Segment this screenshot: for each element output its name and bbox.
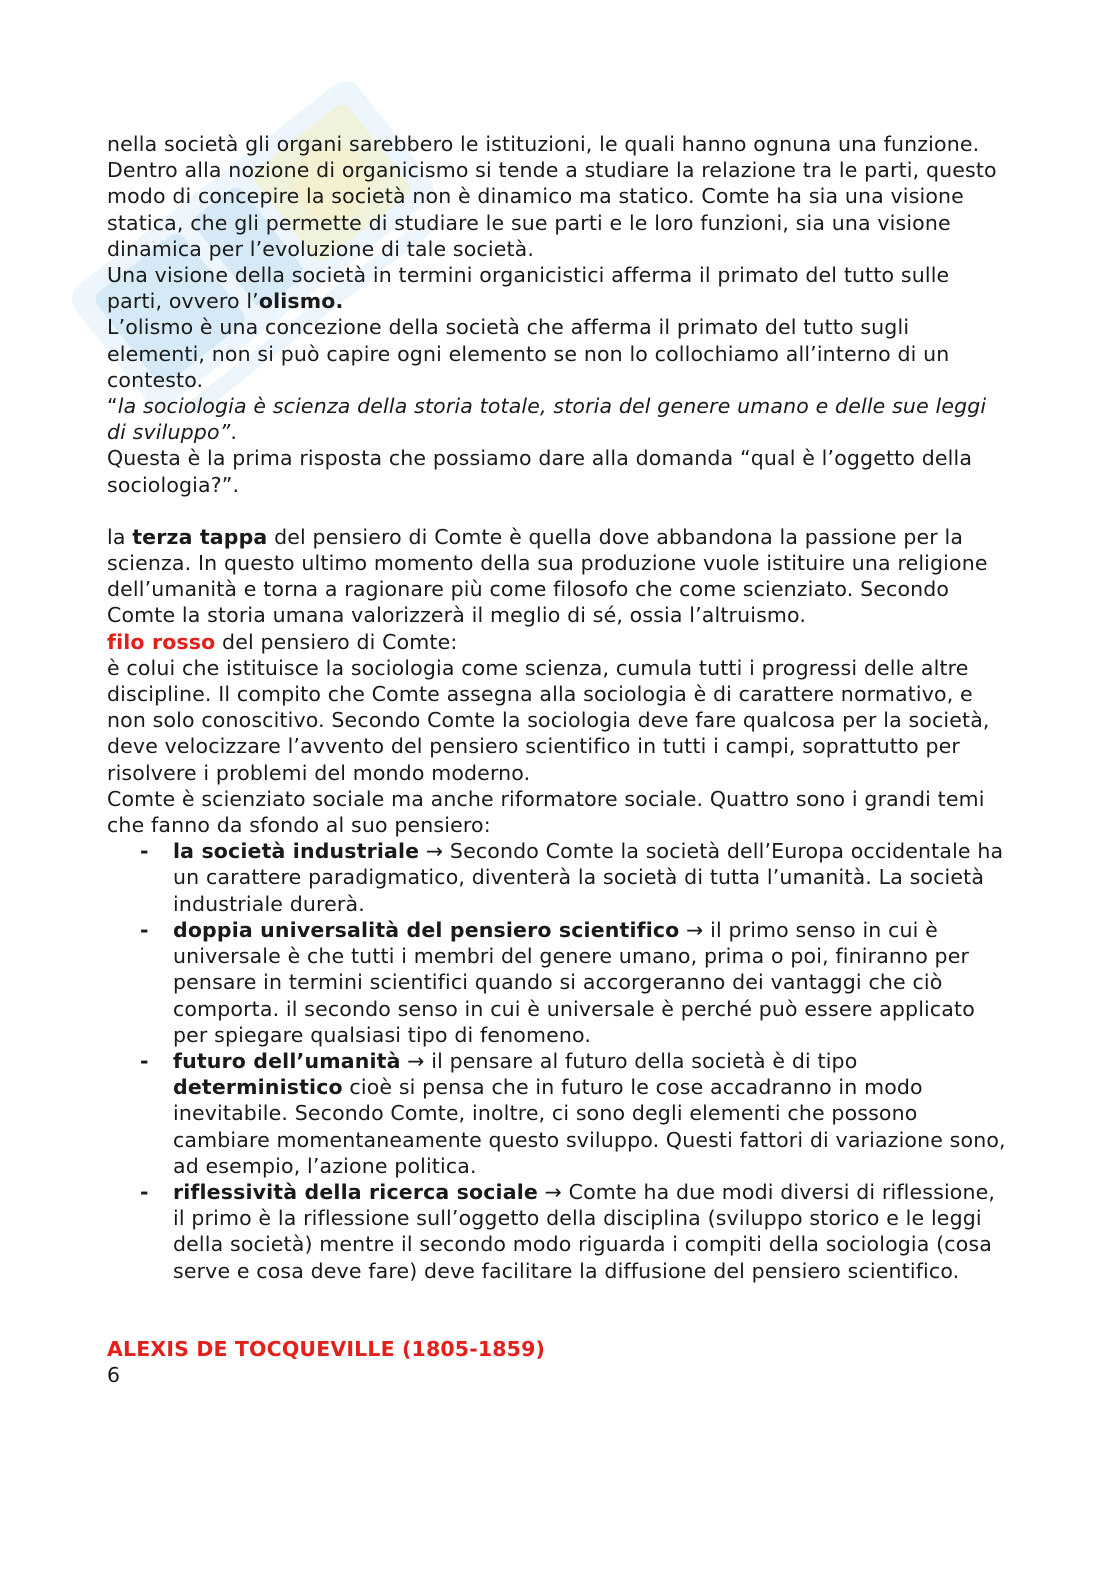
paragraph-organi: nella società gli organi sarebbero le istituzioni, le quali hanno ognuna una funzione.	[107, 132, 980, 156]
arrow-icon: →	[419, 839, 450, 864]
theme-title: futuro dell’umanità	[173, 1048, 401, 1073]
document-page	[107, 131, 1007, 1388]
theme-text: il primo senso in cui è universale è che tutti i membri del genere umano, prima o poi, finiranno per pensare in termini scientifici quando si accorgeranno dei vantaggi che ciò comporta. il secondo senso in cui è universale è perché può essere applicato per spiegare qualsiasi tipo di fenomeno.	[173, 917, 975, 1047]
page-number: 6	[107, 1362, 121, 1387]
paragraph-olismo-intro	[107, 262, 1007, 314]
theme-text: Comte ha due modi diversi di riflessione, il primo è la riflessione sull’oggetto della disciplina (sviluppo storico e le leggi della società) mentre il secondo modo riguarda i compiti della sociologia (cosa serve e cosa deve fare) deve facilitare la diffusione del pensiero scientifico.	[173, 1179, 996, 1283]
quote-end-punct: .	[230, 420, 238, 445]
theme-title: doppia universalità del pensiero scientifico	[173, 917, 680, 942]
terza-tappa-pre: la	[107, 524, 133, 549]
arrow-icon: →	[537, 1179, 569, 1204]
themes-list	[107, 838, 1007, 1283]
quote-open-mark: “	[107, 394, 118, 419]
paragraph-riformatore: Comte è scienziato sociale ma anche riformatore sociale. Quattro sono i grandi temi che fanno da sfondo al suo pensiero:	[107, 786, 985, 838]
arrow-icon: →	[400, 1048, 432, 1073]
list-item	[107, 838, 1007, 917]
bullet-dash: -	[140, 1179, 149, 1204]
filo-rosso-term: filo rosso	[107, 629, 216, 654]
theme-text-continued: cioè si pensa che in futuro le cose accadranno in modo inevitabile. Secondo Comte, inoltre, ci sono degli elementi che possono cambiare momentaneamente questo sviluppo. Questi fattori di variazione sono, ad esempio, l’azione politica.	[173, 1075, 1006, 1178]
list-item	[107, 1048, 1007, 1179]
paragraph-istituisce: è colui che istituisce la sociologia come scienza, cumula tutti i progressi delle altre discipline. Il compito che Comte assegna alla sociologia è di carattere normativo, e non solo conoscitivo. Secondo Comte la sociologia deve fare qualcosa per la società, deve velocizzare l’avvento del pensiero scientifico in tutti i campi, soprattutto per risolvere i problemi del mondo moderno.	[107, 655, 990, 785]
olismo-term: olismo.	[258, 289, 344, 314]
paragraph-olismo-definition: L’olismo è una concezione della società che afferma il primato del tutto sugli elementi, non si può capire ogni elemento se non lo collochiamo all’interno di un contesto.	[107, 315, 950, 392]
theme-text: il pensare al futuro della società è di tipo	[431, 1048, 858, 1073]
bullet-dash: -	[140, 1048, 149, 1073]
list-item	[107, 917, 1007, 1048]
bullet-dash: -	[140, 917, 149, 942]
quote-sociologia	[107, 393, 1007, 445]
olismo-intro-text: Una visione della società in termini organicistici afferma il primato del tutto sulle parti, ovvero l’	[107, 263, 950, 314]
paragraph-prima-risposta: Questa è la prima risposta che possiamo dare alla domanda “qual è l’oggetto della sociologia?”.	[107, 446, 973, 497]
list-item	[107, 1179, 1007, 1284]
paragraph-organicismo: Dentro alla nozione di organicismo si tende a studiare la relazione tra le parti, questo modo di concepire la società non è dinamico ma statico. Comte ha sia una visione statica, che gli permette di studiare le sue parti e le loro funzioni, sia una visione dinamica per l’evoluzione di tale società.	[107, 158, 997, 261]
bullet-dash: -	[140, 839, 149, 864]
paragraph-gap	[107, 498, 1007, 524]
terza-tappa-term: terza tappa	[132, 524, 268, 549]
section-heading-tocqueville: ALEXIS DE TOCQUEVILLE (1805-1859)	[107, 1336, 546, 1361]
theme-keyword: deterministico	[173, 1075, 343, 1100]
terza-tappa-text: del pensiero di Comte è quella dove abbandona la passione per la scienza. In questo ultimo momento della sua produzione vuole istituire una religione dell’umanità e torna a ragionare più come filosofo che come scienziato. Secondo Comte la storia umana valorizzerà il meglio di sé, ossia l’altruismo.	[107, 524, 988, 628]
paragraph-filo-rosso	[107, 629, 1007, 655]
paragraph-terza-tappa	[107, 524, 1007, 629]
filo-rosso-text: del pensiero di Comte:	[215, 629, 458, 654]
theme-title: riflessività della ricerca sociale	[173, 1179, 538, 1204]
quote-text: la sociologia è scienza della storia totale, storia del genere umano e delle sue leggi di sviluppo”	[107, 394, 987, 445]
theme-text: Secondo Comte la società dell’Europa occidentale ha un carattere paradigmatico, diventerà la società di tutta l’umanità. La società industriale durerà.	[173, 839, 1004, 916]
arrow-icon: →	[679, 917, 711, 942]
theme-title: la società industriale	[173, 839, 420, 864]
